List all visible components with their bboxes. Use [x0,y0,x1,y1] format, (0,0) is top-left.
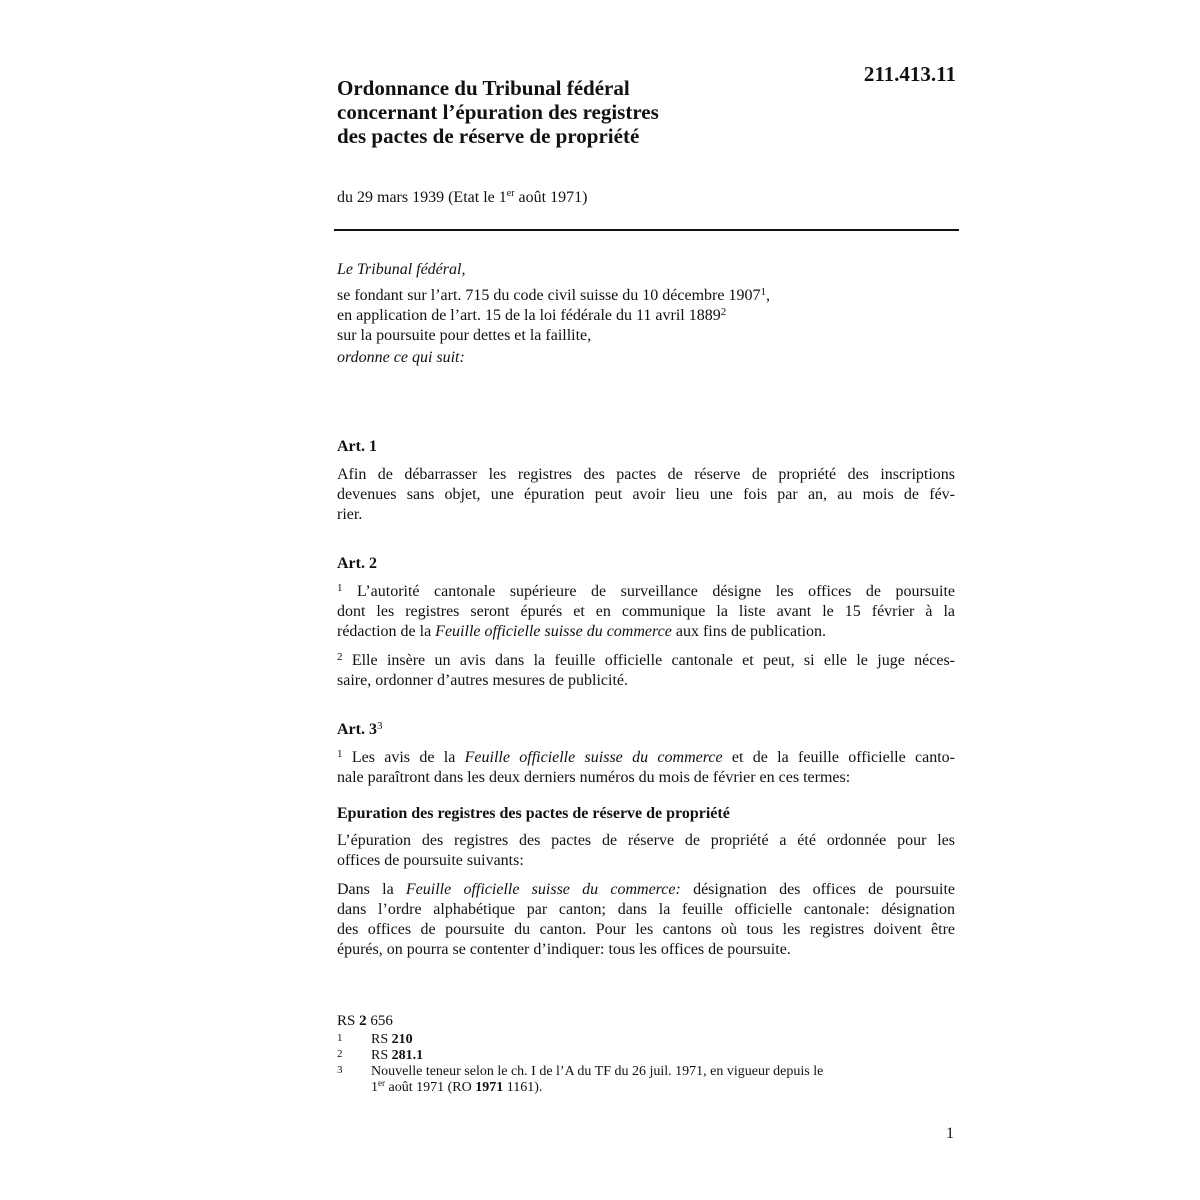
footnote-ref-1[interactable]: 1 [760,286,766,298]
sr-number: 211.413.11 [863,62,956,86]
preamble-line-1: se fondant sur l’art. 715 du code civil suisse du 10 décembre 1907$^1$, [337,286,770,304]
article-3-notice-text-1: L’épuration des registres des pactes de réserve de propriété a été ordonnée pour les offices de poursuite suivants: [337,832,955,869]
footnote-ref-2[interactable]: 2 [720,306,727,318]
article-2-paragraph-2: $^2$ Elle insère un avis dans la feuille officielle cantonale et peut, si elle le juge néces- saire, ordonner d’autres mesures de publicité. [337,651,955,689]
article-3-paragraph-1: $^1$ Les avis de la Feuille officielle suisse du commerce et de la feuille officielle canto- nale paraîtront dans les deux derniers numéros du mois de février en ces termes: [337,748,955,786]
article-2-paragraph-1: $^1$ L’autorité cantonale supérieure de surveillance désigne les offices de poursuite dont les registres seront épurés et en communique la liste avant le 15 février à la rédaction de la Feuille officielle suisse du commerce aux fins de publication. [337,582,955,640]
date-prefix: du 29 mars 1939 (Etat le 1 [337,189,507,206]
date-suffix: août 1971) [514,189,588,206]
document-title [337,76,797,148]
article-2-heading: Art. 2 [337,555,377,572]
article-3-notice-text-2: Dans la Feuille officielle suisse du commerce: désignation des offices de poursuite dans l’ordre alphabétique par canton; dans la feuille officielle cantonale: désignation des offices de poursuite du canton. Pour les cantons où tous les registres doivent être épurés, on pourra se contenter d’indiquer: tous les offices de poursuite. [337,881,955,958]
title-line: des pactes de réserve de propriété [337,124,640,148]
preamble-line-2: en application de l’art. 15 de la loi fédérale du 11 avril 1889$^2$ [337,306,727,324]
article-3-subheading: Epuration des registres des pactes de réserve de propriété [337,805,730,822]
footnote-1: 1 RS 210 [337,1032,413,1047]
title-line: Ordonnance du Tribunal fédéral [337,76,630,100]
preamble-authority: Le Tribunal fédéral, [337,261,466,278]
title-line: concernant l’épuration des registres [337,100,659,124]
title-divider [334,229,959,231]
footnotes [337,1032,937,1096]
footnote-3: 3 Nouvelle teneur selon le ch. I de l’A du TF du 26 juil. 1971, en vigueur depuis le 1er août 1971 (RO 1971 1161). [337,1064,824,1095]
rs-reference: RS 2 656 [337,1013,393,1029]
preamble-line-3: sur la poursuite pour dettes et la faillite, [337,327,592,344]
article-1-text: Afin de débarrasser les registres des pactes de réserve de propriété des inscriptions devenues sans objet, une épuration peut avoir lieu une fois par an, au mois de fév- rier. [337,466,955,523]
date-status-line [337,188,587,208]
article-1-heading: Art. 1 [337,438,377,455]
page-number: 1 [946,1125,954,1142]
footnote-ref-3[interactable]: 3 [376,720,383,732]
preamble [337,260,957,368]
preamble-decree: ordonne ce qui suit: [337,349,465,366]
date-superscript: er [506,188,515,199]
article-3-heading: Art. 3$^3$ [337,720,383,738]
footnote-2: 2 RS 281.1 [337,1048,424,1063]
